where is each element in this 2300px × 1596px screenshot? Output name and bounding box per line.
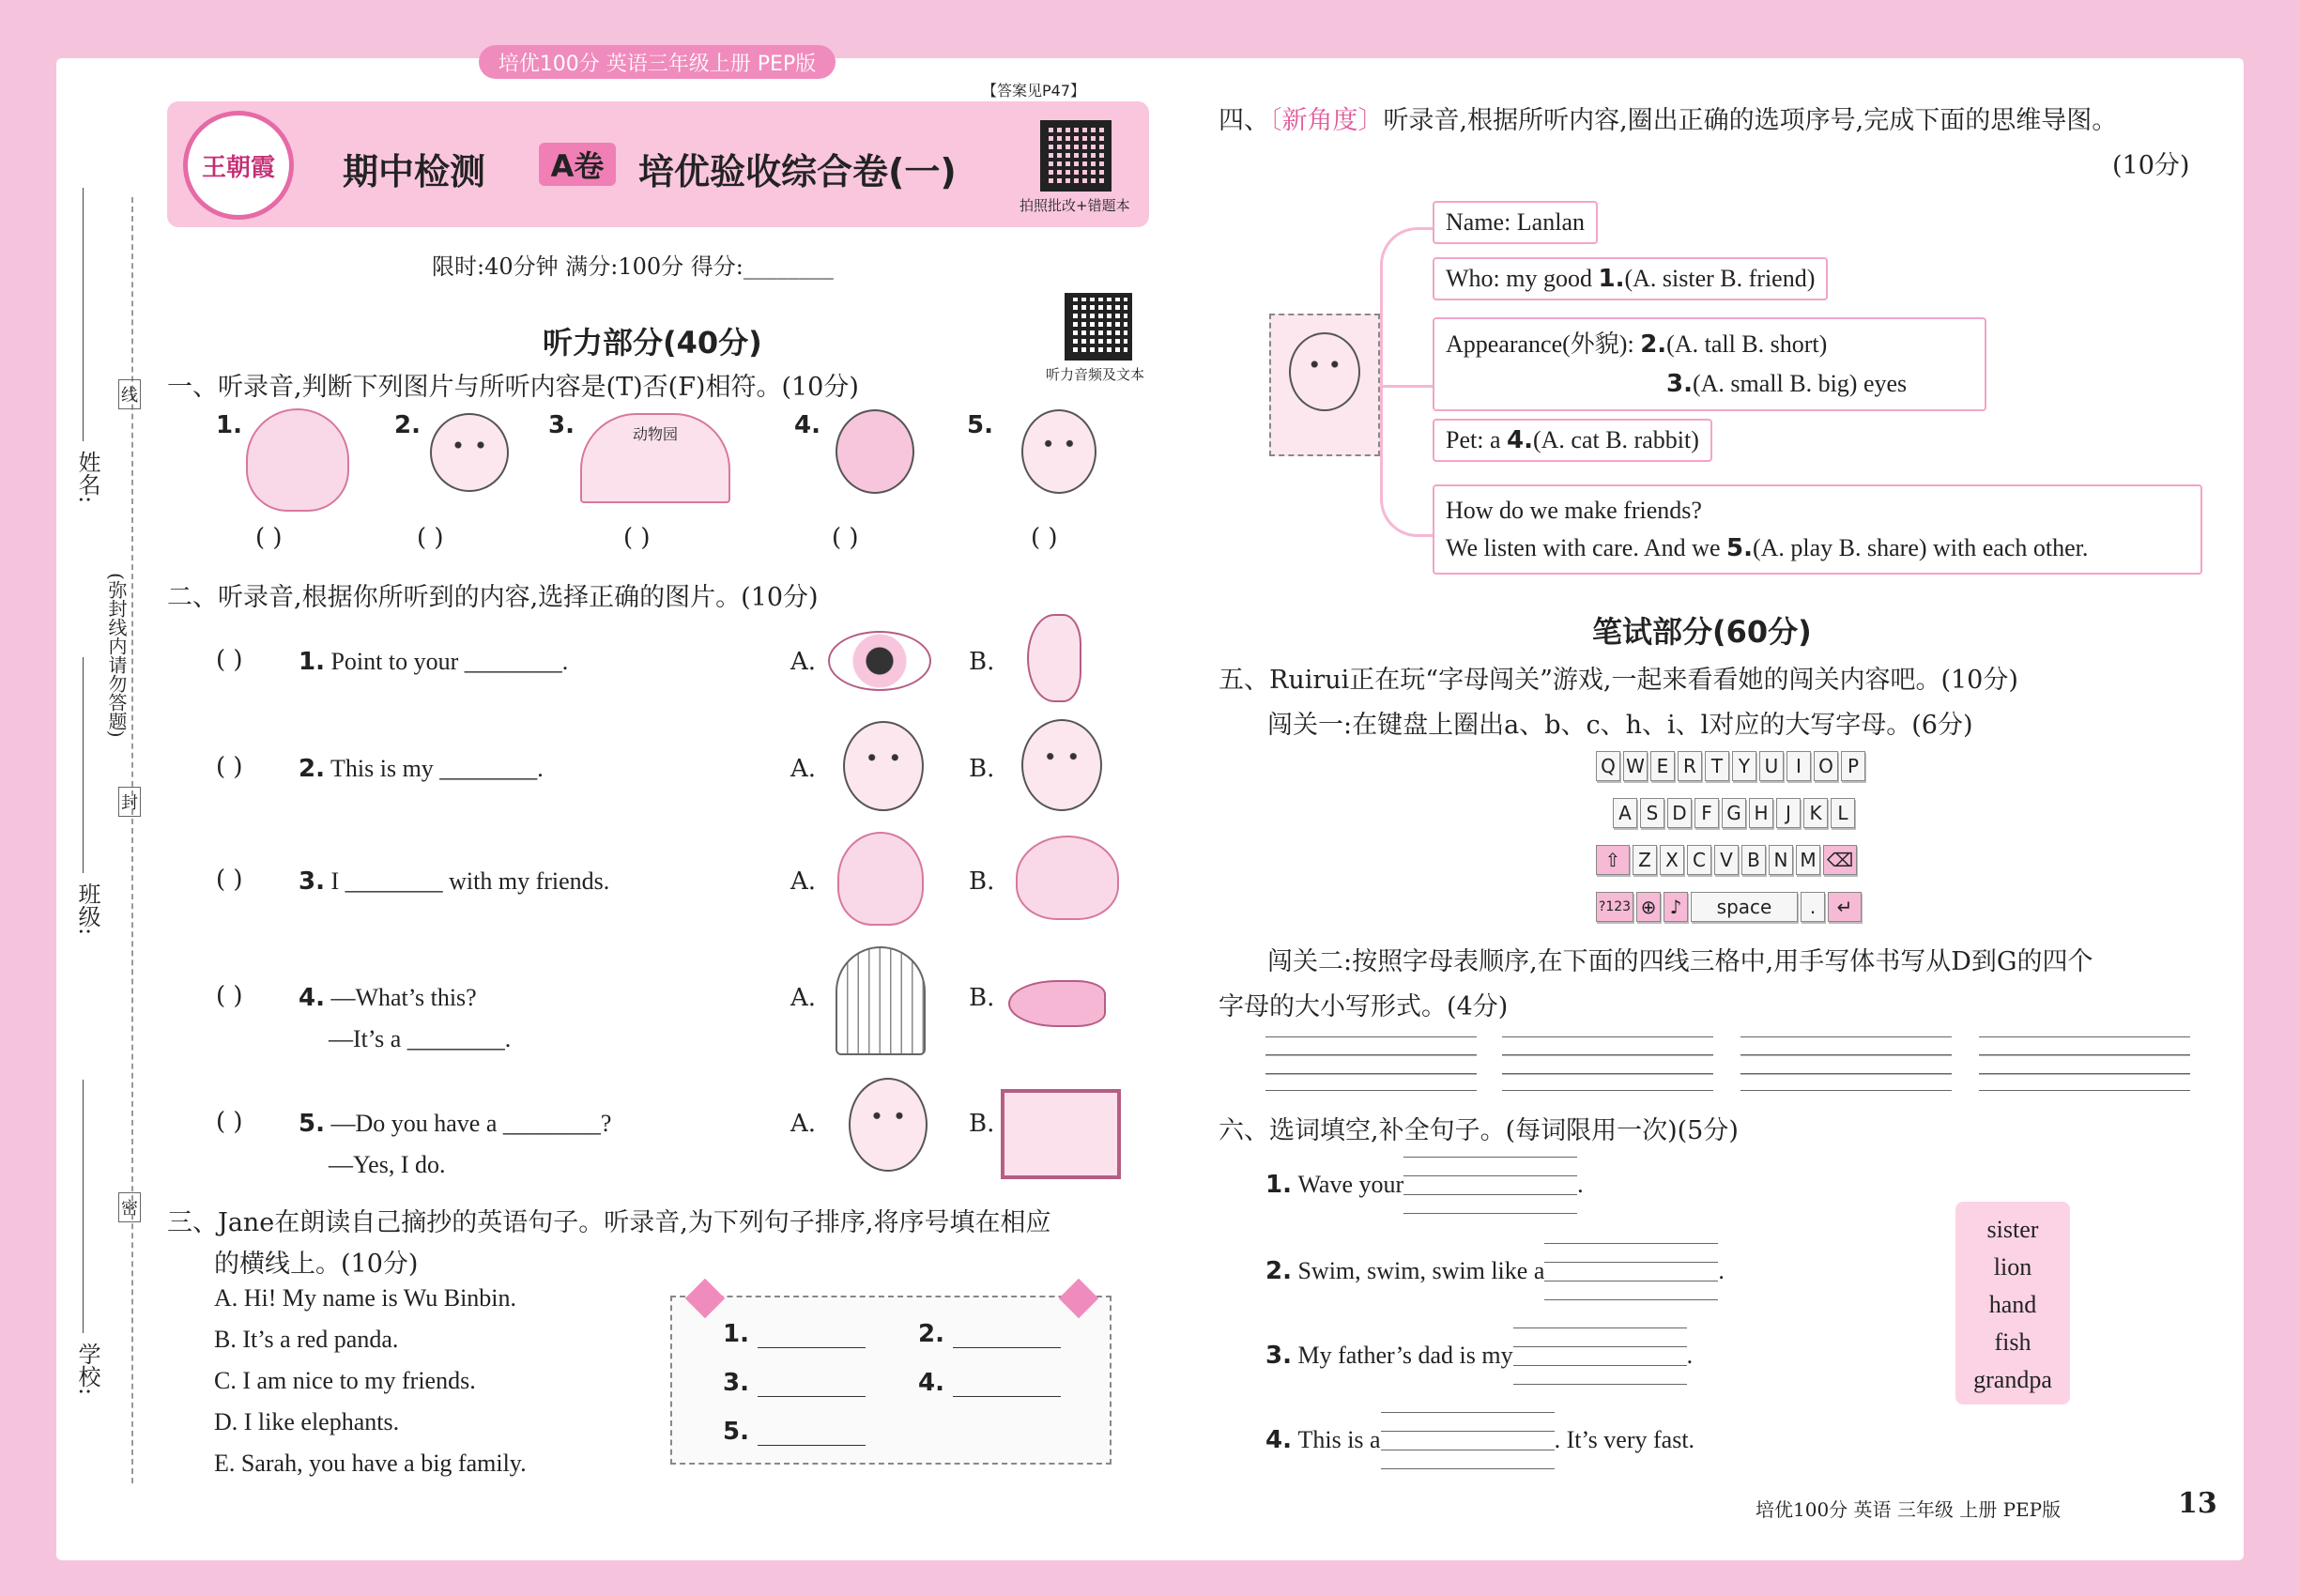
mm-pet-box	[1433, 419, 1712, 462]
mm-who-box	[1433, 257, 1828, 300]
lanlan-face	[1289, 332, 1360, 411]
mm-num-5: 5.	[1726, 534, 1753, 562]
exam-subtitle: 培优验收综合卷(一)	[638, 151, 957, 192]
section-6-heading: 六、选词填空,补全句子。(每词限用一次)(5分)	[1219, 1116, 1739, 1145]
boy-picture	[430, 413, 509, 492]
s2-num-1: 1.	[299, 648, 325, 676]
word-bank-item: hand	[1988, 1291, 2037, 1318]
mm-who-options[interactable]: (A. sister B. friend)	[1624, 265, 1816, 292]
mark-sealed: 密	[118, 1192, 141, 1222]
qr-caption-audio: 听力音频及文本	[1046, 366, 1145, 383]
girl-music-picture	[1021, 409, 1096, 494]
margin-name-label: 姓名:	[74, 451, 100, 504]
mm-num-1: 1.	[1598, 265, 1625, 293]
keyboard-row-3-letters	[1633, 845, 1823, 875]
s3-blank-5[interactable]	[758, 1423, 866, 1446]
key-c[interactable]: C	[1687, 845, 1711, 875]
key-g[interactable]: G	[1722, 798, 1746, 828]
s1-answer-2[interactable]: ( )	[417, 524, 444, 552]
mm-pet-options[interactable]: (A. cat B. rabbit)	[1532, 426, 1699, 453]
zoo-sign: 动物园	[632, 425, 678, 443]
key-n[interactable]: N	[1769, 845, 1793, 875]
keyboard-row-3	[1596, 845, 1860, 875]
ear-picture	[1027, 614, 1081, 702]
lanlan-portrait	[1269, 314, 1380, 456]
key-d[interactable]: D	[1667, 798, 1692, 828]
s6-item-2	[1265, 1243, 1725, 1299]
key-j[interactable]: J	[1776, 798, 1801, 828]
mm-pet: Pet: a	[1446, 426, 1507, 453]
key-q[interactable]: Q	[1596, 751, 1620, 781]
key-t[interactable]: T	[1705, 751, 1729, 781]
s6-blank-2[interactable]	[1544, 1243, 1718, 1299]
footer-text: 培优100分 英语 三年级 上册 PEP版	[1756, 1498, 2062, 1521]
s4-prefix: 四、	[1219, 106, 1269, 135]
girl-doll-picture	[849, 1078, 928, 1172]
word-bank-item: grandpa	[1973, 1366, 2052, 1393]
s2-text-5: —Do you have a ________?	[330, 1110, 612, 1137]
mm-num-3: 3.	[1666, 370, 1693, 398]
s6-blank-3[interactable]	[1513, 1327, 1687, 1384]
key-v[interactable]: V	[1714, 845, 1739, 875]
s3-sentence-c: C. I am nice to my friends.	[214, 1367, 476, 1394]
grandma-picture	[836, 409, 914, 494]
s2-opt-a-1: A.	[790, 648, 817, 676]
book-tab: 培优100分 英语三年级上册 PEP版	[479, 45, 836, 79]
class-blank[interactable]	[83, 657, 84, 873]
answer-reference: 【答案见P47】	[982, 82, 1086, 100]
word-bank-item: fish	[1994, 1328, 2032, 1356]
birdcage-picture	[836, 946, 926, 1055]
margin-note: (弥封线内请勿答题)	[105, 573, 128, 738]
keyboard-row-4	[1596, 892, 1864, 922]
s4-score: (10分)	[2112, 151, 2190, 180]
key-e[interactable]: E	[1650, 751, 1675, 781]
key-h[interactable]: H	[1749, 798, 1773, 828]
s1-num-4: 4.	[794, 411, 820, 439]
new-angle-tag: 〔新角度〕	[1269, 106, 1384, 135]
qr-code-audio-icon[interactable]	[1065, 293, 1132, 361]
s2-text-3: I ________ with my friends.	[330, 867, 610, 895]
cat-picture	[246, 408, 349, 512]
key-a[interactable]: A	[1613, 798, 1637, 828]
s2-opt-a-4: A.	[790, 984, 817, 1012]
section-4-heading	[1219, 100, 2117, 136]
s3-blank-1[interactable]	[758, 1326, 866, 1348]
brand-logo-text: 王朝霞	[201, 153, 275, 182]
s2-opt-b-4: B.	[969, 984, 995, 1012]
s3-sentence-b: B. It’s a red panda.	[214, 1326, 399, 1353]
s3-sentence-a: A. Hi! My name is Wu Binbin.	[214, 1284, 517, 1312]
s6-pre-4: This is a	[1297, 1426, 1381, 1453]
mm-appearance: Appearance(外貌):	[1446, 330, 1641, 358]
writing-grid-2[interactable]	[1502, 1036, 1713, 1091]
mm-appearance-options-3[interactable]: (A. small B. big) eyes	[1692, 370, 1908, 397]
keyboard-row-2	[1613, 798, 1858, 828]
s5-level-2-line1: 闯关二:按照字母表顺序,在下面的四线三格中,用手写体书写从D到G的四个	[1267, 947, 2093, 976]
key-w[interactable]: W	[1623, 751, 1648, 781]
mm-who: Who: my good	[1446, 265, 1599, 292]
mic-key-icon[interactable]: ♪	[1664, 892, 1688, 922]
page-number: 13	[2178, 1487, 2217, 1520]
s1-num-3: 3.	[548, 411, 575, 439]
key-r[interactable]: R	[1678, 751, 1702, 781]
exam-title: 期中检测	[343, 151, 486, 192]
s6-pre-2: Swim, swim, swim like a	[1297, 1257, 1545, 1284]
margin-class-label: 班级:	[74, 882, 100, 936]
key-s[interactable]: S	[1640, 798, 1664, 828]
qr-caption-grading: 拍照批改+错题本	[1020, 197, 1130, 214]
s3-slot-3: 3.	[723, 1369, 749, 1397]
s6-pre-1: Wave your	[1297, 1171, 1404, 1198]
s2-answer-1[interactable]: ( )	[216, 646, 243, 674]
s1-num-1: 1.	[216, 411, 242, 439]
enter-key-icon[interactable]: ↵	[1828, 892, 1862, 922]
key-k[interactable]: K	[1803, 798, 1828, 828]
s3-slot-5: 5.	[723, 1418, 749, 1446]
s2-text-4b: —It’s a ________.	[329, 1025, 512, 1052]
family-photo-picture	[1001, 1089, 1121, 1179]
s3-sentence-e: E. Sarah, you have a big family.	[214, 1450, 527, 1477]
s4-heading-text: 听录音,根据所听内容,圈出正确的选项序号,完成下面的思维导图。	[1383, 106, 2118, 135]
key-u[interactable]: U	[1759, 751, 1784, 781]
section-1-heading: 一、听录音,判断下列图片与所听内容是(T)否(F)相符。(10分)	[167, 373, 859, 402]
s2-opt-b-2: B.	[969, 755, 995, 783]
word-bank	[1955, 1202, 2070, 1404]
writing-grid-3[interactable]	[1740, 1036, 1952, 1091]
s2-opt-a-3: A.	[790, 867, 817, 896]
shift-key-icon[interactable]: ⇧	[1596, 845, 1630, 875]
s6-blank-1[interactable]	[1403, 1157, 1577, 1213]
girl-face-picture	[1021, 719, 1102, 811]
key-b[interactable]: B	[1741, 845, 1766, 875]
fish-picture	[1008, 980, 1106, 1027]
s2-answer-2[interactable]: ( )	[216, 753, 243, 781]
s2-num-2: 2.	[299, 755, 325, 783]
s2-text-1: Point to your ________.	[330, 648, 569, 675]
section-2-heading: 二、听录音,根据你所听到的内容,选择正确的图片。(10分)	[167, 583, 819, 612]
s1-answer-5[interactable]: ( )	[1031, 524, 1058, 552]
space-key[interactable]: space	[1691, 892, 1798, 922]
s6-num-3: 3.	[1265, 1342, 1292, 1370]
section-5-heading: 五、Ruirui正在玩“字母闯关”游戏,一起来看看她的闯关内容吧。(10分)	[1219, 666, 2018, 695]
s6-item-4	[1265, 1412, 1694, 1468]
key-z[interactable]: Z	[1633, 845, 1657, 875]
s5-level-2-line2: 字母的大小写形式。(4分)	[1219, 992, 1509, 1021]
key-o[interactable]: O	[1814, 751, 1838, 781]
key-p[interactable]: P	[1841, 751, 1865, 781]
section-3-heading-line2: 的横线上。(10分)	[214, 1250, 419, 1279]
s2-text-4: —What’s this?	[330, 984, 477, 1011]
kids-playing-picture	[1016, 836, 1119, 920]
s3-slot-1: 1.	[723, 1320, 749, 1348]
writing-grid-1[interactable]	[1265, 1036, 1477, 1091]
mm-num-2: 2.	[1640, 330, 1667, 359]
eye-picture	[828, 631, 931, 691]
key-x[interactable]: X	[1660, 845, 1684, 875]
s3-blank-2[interactable]	[953, 1326, 1061, 1348]
s2-opt-b-5: B.	[969, 1110, 995, 1138]
s2-answer-5[interactable]: ( )	[216, 1108, 243, 1136]
kids-sharing-picture	[837, 832, 924, 926]
key-f[interactable]: F	[1694, 798, 1719, 828]
name-blank[interactable]	[83, 188, 84, 441]
s1-answer-3[interactable]: ( )	[623, 524, 651, 552]
s2-opt-b-1: B.	[969, 648, 995, 676]
s3-blank-3[interactable]	[758, 1374, 866, 1397]
s6-post-1: .	[1577, 1171, 1584, 1198]
s6-post-4: . It’s very fast.	[1554, 1426, 1695, 1453]
s1-num-2: 2.	[394, 411, 421, 439]
s6-blank-4[interactable]	[1381, 1412, 1555, 1468]
key-m[interactable]: M	[1796, 845, 1820, 875]
brand-logo	[183, 111, 294, 220]
mm-name-box	[1433, 201, 1598, 244]
s2-text-5b: —Yes, I do.	[329, 1151, 446, 1178]
mm-appearance-options-2[interactable]: (A. tall B. short)	[1666, 330, 1828, 358]
s2-num-3: 3.	[299, 867, 325, 896]
paper-badge: A卷	[539, 143, 616, 186]
mm-num-4: 4.	[1507, 426, 1533, 454]
s2-answer-4[interactable]: ( )	[216, 982, 243, 1010]
s6-item-1	[1265, 1157, 1584, 1213]
mm-we: We listen with care. And we	[1446, 534, 1726, 561]
s6-pre-3: My father’s dad is my	[1297, 1342, 1513, 1369]
s6-num-4: 4.	[1265, 1426, 1292, 1454]
word-bank-item: lion	[1993, 1253, 2032, 1281]
s1-answer-1[interactable]: ( )	[255, 524, 283, 552]
s6-num-1: 1.	[1265, 1171, 1292, 1199]
school-blank[interactable]	[83, 1080, 84, 1333]
exam-meta: 限时:40分钟 满分:100分 得分:________	[432, 253, 834, 280]
writing-grid-4[interactable]	[1979, 1036, 2190, 1091]
mm-name: Name: Lanlan	[1446, 208, 1585, 236]
s2-num-4: 4.	[299, 984, 325, 1012]
s2-opt-a-5: A.	[790, 1110, 817, 1138]
key-123[interactable]: ?123	[1596, 892, 1633, 922]
word-bank-item: sister	[1986, 1216, 2039, 1243]
s6-num-2: 2.	[1265, 1257, 1292, 1285]
listening-title: 听力部分(40分)	[543, 325, 762, 361]
s3-slot-4: 4.	[918, 1369, 944, 1397]
s6-item-3	[1265, 1327, 1693, 1384]
globe-key-icon[interactable]: ⊕	[1636, 892, 1661, 922]
key-l[interactable]: L	[1831, 798, 1855, 828]
mm-how: How do we make friends?	[1446, 497, 1702, 524]
s3-sentence-d: D. I like elephants.	[214, 1408, 400, 1435]
writing-title: 笔试部分(60分)	[1592, 614, 1812, 650]
mark-seal: 封	[118, 787, 141, 817]
s3-blank-4[interactable]	[953, 1374, 1061, 1397]
s5-level-1: 闯关一:在键盘上圈出a、b、c、h、i、l对应的大写字母。(6分)	[1267, 711, 1973, 740]
s2-opt-a-2: A.	[790, 755, 817, 783]
s3-slot-2: 2.	[918, 1320, 944, 1348]
mark-line: 线	[118, 379, 141, 409]
backspace-key-icon[interactable]: ⌫	[1823, 845, 1857, 875]
s6-post-3: .	[1686, 1342, 1694, 1369]
qr-code-grading-icon[interactable]	[1040, 120, 1112, 192]
mm-friends-box	[1433, 484, 2202, 575]
s2-answer-3[interactable]: ( )	[216, 866, 243, 894]
s1-num-5: 5.	[967, 411, 993, 439]
mm-appearance-box	[1433, 317, 1986, 411]
s6-post-2: .	[1718, 1257, 1725, 1284]
s2-num-5: 5.	[299, 1110, 325, 1138]
boy-face-picture	[843, 721, 924, 811]
dot-key[interactable]: .	[1801, 892, 1825, 922]
mind-map-branches	[1380, 227, 1436, 537]
keyboard-row-1	[1596, 751, 1868, 781]
key-y[interactable]: Y	[1732, 751, 1756, 781]
section-3-heading-line1: 三、Jane在朗读自己摘抄的英语句子。听录音,为下列句子排序,将序号填在相应	[167, 1208, 1051, 1237]
s2-text-2: This is my ________.	[330, 755, 544, 782]
s2-opt-b-3: B.	[969, 867, 995, 896]
mm-we-options[interactable]: (A. play B. share) with each other.	[1752, 534, 2089, 561]
zoo-gate-picture	[580, 413, 730, 503]
key-i[interactable]: I	[1786, 751, 1811, 781]
margin-school-label: 学校:	[74, 1343, 100, 1396]
s1-answer-4[interactable]: ( )	[832, 524, 859, 552]
